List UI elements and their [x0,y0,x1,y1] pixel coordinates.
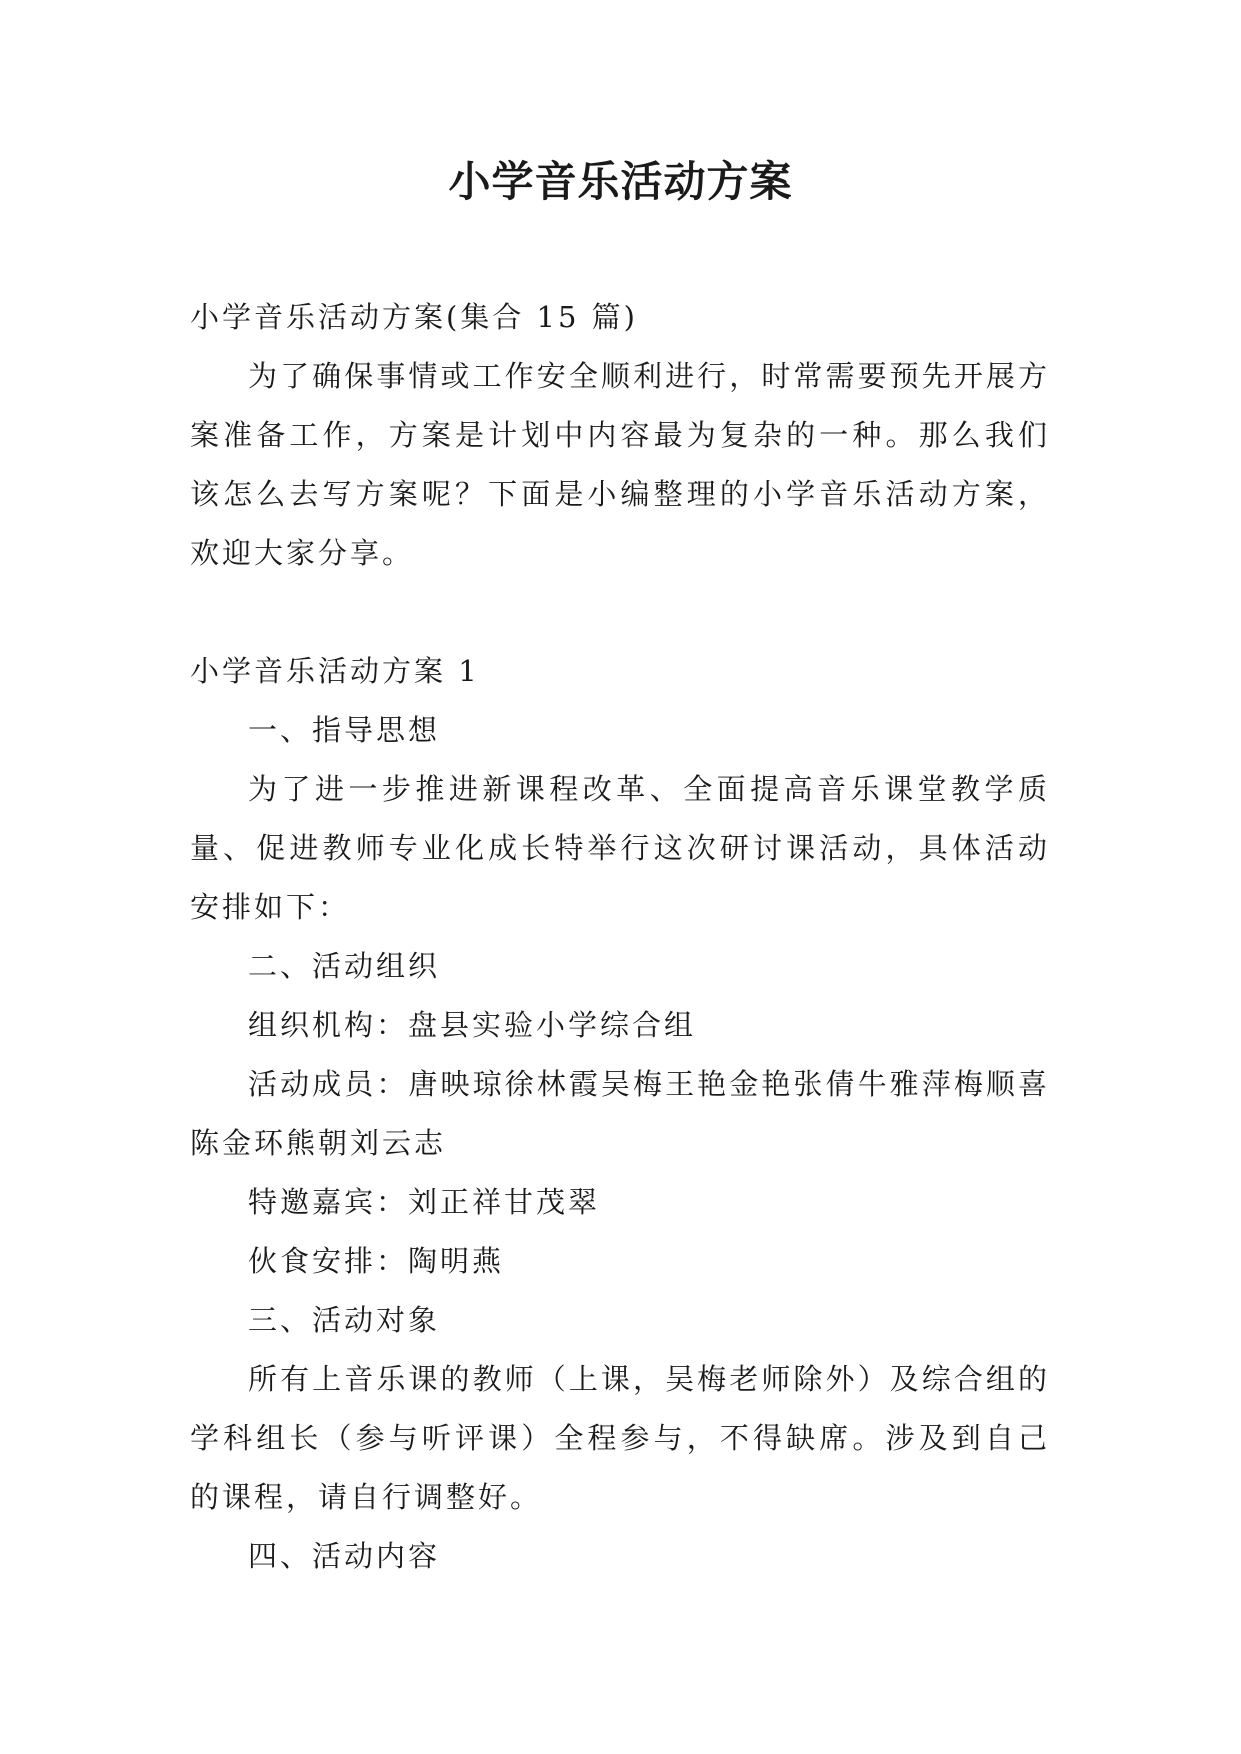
intro-paragraph: 为了确保事情或工作安全顺利进行，时常需要预先开展方案准备工作，方案是计划中内容最为复杂的一种。那么我们该怎么去写方案呢？下面是小编整理的小学音乐活动方案，欢迎大家分享。 [190,359,1050,570]
heading-guiding-idea: 一、指导思想 [248,713,441,747]
members-line: 活动成员：唐映琼徐林霞吴梅王艳金艳张倩牛雅萍梅顺喜陈金环熊朝刘云志 [190,1067,1050,1160]
collection-subtitle: 小学音乐活动方案(集合 15 篇) [190,300,638,334]
catering-line: 伙食安排：陶明燕 [248,1244,505,1278]
guiding-idea-paragraph: 为了进一步推进新课程改革、全面提高音乐课堂教学质量、促进教师专业化成长特举行这次研讨课活动，具体活动安排如下： [190,772,1050,924]
heading-audience: 三、活动对象 [248,1303,441,1337]
document-body [190,288,1050,1586]
audience-paragraph: 所有上音乐课的教师（上课，吴梅老师除外）及综合组的学科组长（参与听评课）全程参与，不得缺席。涉及到自己的课程，请自行调整好。 [190,1362,1050,1514]
document-title: 小学音乐活动方案 [448,157,793,206]
section-title: 小学音乐活动方案 1 [190,654,480,688]
heading-content: 四、活动内容 [248,1539,441,1573]
heading-organization: 二、活动组织 [248,949,441,983]
organization-line: 组织机构：盘县实验小学综合组 [248,1008,697,1042]
paragraph-spacer [190,583,1050,642]
guests-line: 特邀嘉宾：刘正祥甘茂翠 [248,1185,601,1219]
